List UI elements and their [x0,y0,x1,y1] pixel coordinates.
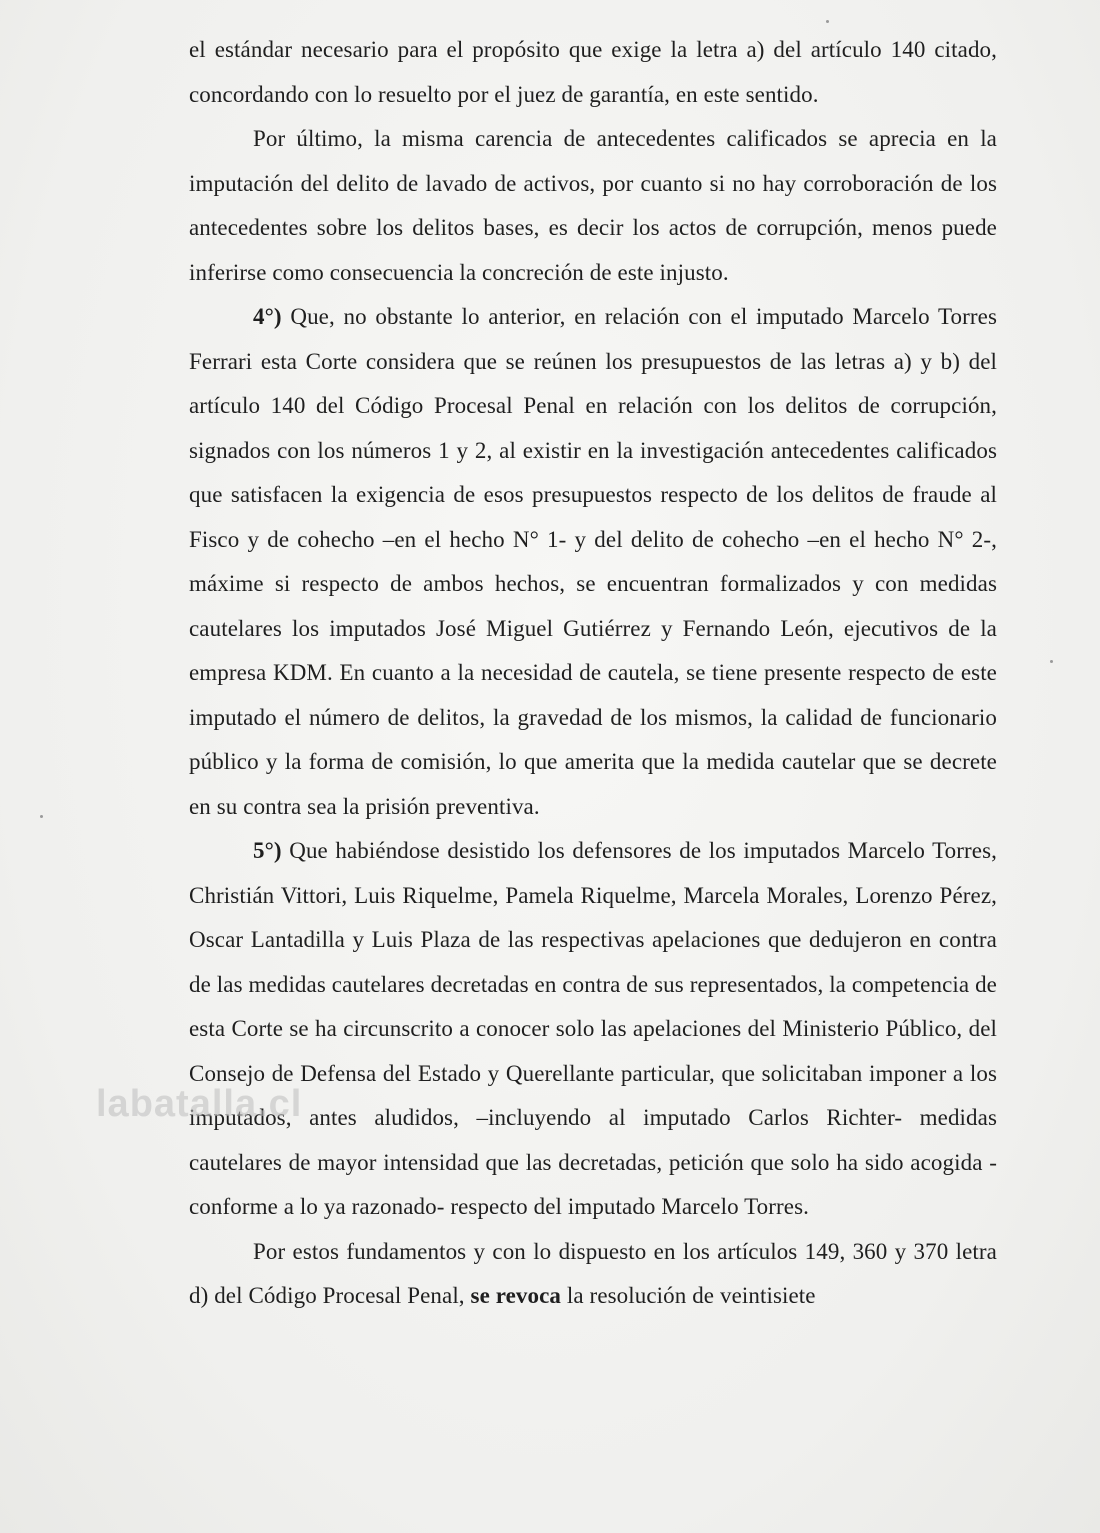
final-bold-se-revoca: se revoca [470,1283,562,1308]
document-body [189,28,997,1319]
scan-speck [1050,660,1053,663]
paragraph-5-text: Que habiéndose desistido los defensores de los imputados Marcelo Torres, Christián Vittori, Luis Riquelme, Pamela Riquelme, Marcela Morales, Lorenzo Pérez, Oscar Lantadilla y Luis Plaza de las respectivas apelaciones que dedujeron en contra de las medidas cautelares decretadas en contra de sus representados, la competencia de esta Corte se ha circunscrito a conocer solo las apelaciones del Ministerio Público, del Consejo de Defensa del Estado y Querellante particular, que solicitaban imponer a los imputados, antes aludidos, –incluyendo al imputado Carlos Richter- medidas cautelares de mayor intensidad que las decretadas, petición que solo ha sido acogida -conforme a lo ya razonado- respecto del imputado Marcelo Torres. [189,838,997,1219]
paragraph-number-5: 5°) [253,838,282,863]
paragraph-considerando-4 [189,295,997,829]
paragraph-number-4: 4°) [253,304,282,329]
paragraph-considerando-5 [189,829,997,1230]
paragraph-4-text: Que, no obstante lo anterior, en relación con el imputado Marcelo Torres Ferrari esta Corte considera que se reúnen los presupuestos de las letras a) y b) del artículo 140 del Código Procesal Penal en relación con los delitos de corrupción, signados con los números 1 y 2, al existir en la investigación antecedentes calificados que satisfacen la exigencia de esos presupuestos respecto de los delitos de fraude al Fisco y de cohecho –en el hecho N° 1- y del delito de cohecho –en el hecho N° 2-, máxime si respecto de ambos hechos, se encuentran formalizados y con medidas cautelares los imputados José Miguel Gutiérrez y Fernando León, ejecutivos de la empresa KDM. En cuanto a la necesidad de cautela, se tiene presente respecto de este imputado el número de delitos, la gravedad de los mismos, la calidad de funcionario público y la forma de comisión, lo que amerita que la medida cautelar que se decrete en su contra sea la prisión preventiva. [189,304,997,819]
paragraph-por-estos-fundamentos [189,1230,997,1319]
watermark: labatalla.cl [96,1083,303,1125]
scan-speck [826,20,829,23]
final-text-before: Por estos fundamentos y con lo dispuesto en los artículos 149, 360 y 370 letra d) del Código Procesal Penal, [189,1238,997,1308]
paragraph-por-ultimo: Por último, la misma carencia de antecedentes calificados se aprecia en la imputación del delito de lavado de activos, por cuanto si no hay corroboración de los antecedentes sobre los delitos bases, es decir los actos de corrupción, menos puede inferirse como consecuencia la concreción de este injusto. [189,126,997,285]
final-text-after: la resolución de veintisiete [566,1283,816,1308]
paragraph-continuation: el estándar necesario para el propósito que exige la letra a) del artículo 140 citado, concordando con lo resuelto por el juez de garantía, en este sentido. [189,37,997,107]
scan-speck [40,815,43,818]
